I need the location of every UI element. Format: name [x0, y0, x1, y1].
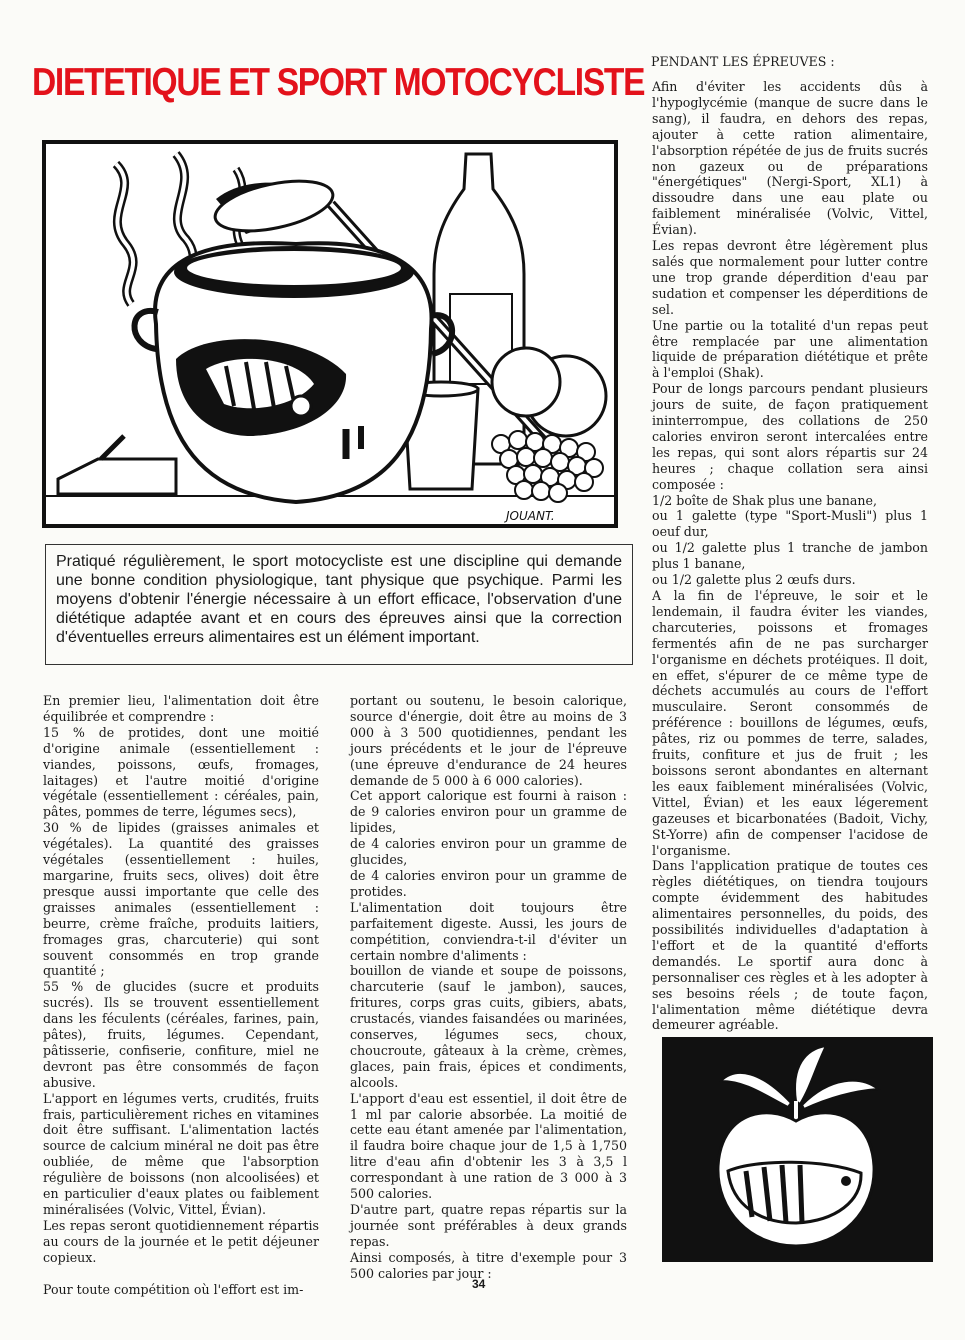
column-3 [652, 79, 928, 1033]
paragraph: D'autre part, quatre repas répartis sur la journée sont préférables à deux grands repas. [350, 1202, 627, 1249]
paragraph: portant ou soutenu, le besoin calorique, source d'énergie, doit être au moins de 3 000 à 3 500 quotidiennes, pendant les jours précédents et le jour de l'épreuve (une épreuve d'endurance de 24 heures demande de 5 000 à 6 000 calories). [350, 693, 627, 788]
paragraph: 55 % de glucides (sucre et produits sucrés). Ils se trouvent essentiellement dans les féculents (céréales, farines, pain, pâtes), fruits, légumes. Cependant, pâtisserie, confiserie, confiture, miel ne devront pas être consommés de façon abusive. [43, 979, 319, 1090]
paragraph: de 4 calories environ pour un gramme de glucides, [350, 836, 627, 868]
paragraph: En premier lieu, l'alimentation doit être équilibrée et comprendre : [43, 693, 319, 724]
helmet-cooking-pot-illustration [42, 140, 618, 528]
paragraph: bouillon de viande et soupe de poissons, charcuterie (sauf le jambon), sauces, fritures, corps gras cuits, gibiers, abats, crustacés, viandes faisandées ou marinées, conserves, légumes secs, choux, choucroute, gâteaux à la crème, crèmes, glaces, pain frais, épices et condiments, alcools. [350, 963, 627, 1090]
paragraph: Pour toute compétition où l'effort est im- [43, 1281, 304, 1297]
paragraph: 15 % de protides, dont une moitié d'origine animale (essentiellement : viandes, poissons, œufs, fromages, laitages) et l'autre moitié d'origine végétale (essentiellement : céréales, pain, pâtes, pommes de terre, légumes secs), [43, 724, 319, 820]
apple-helmet-illustration [662, 1037, 933, 1262]
intro-box: Pratiqué régulièrement, le sport motocycliste est une discipline qui demande une bonne condition physiologique, tant physique que psychique. Parmi les moyens d'obtenir l'énergie nécessaire à un effort efficace, l'observation d'une diététique adaptée avant et en cours des épreuves ainsi que la correction d'éventuelles erreurs alimentaires est un élément important. [45, 544, 633, 665]
paragraph: L'alimentation doit toujours être parfaitement digeste. Aussi, les jours de compétition, conviendra-t-il d'éviter un certain nombre d'aliments : [350, 899, 627, 963]
paragraph: Pour de longs parcours pendant plusieurs jours de suite, de façon pratiquement ininterrompue, des collations de 250 calories environ seront intercalées entre les repas, qui sont alors répartis sur 24 heures ; chaque collation sera ainsi composée : [652, 381, 928, 492]
paragraph: Une partie ou la totalité d'un repas peut être remplacée par une alimentation liquide de préparation diététique et prête à l'emploi (Shak). [652, 317, 928, 381]
paragraph: ou 1 galette (type "Sport-Musli") plus 1 oeuf dur, [652, 508, 928, 540]
paragraph: A la fin de l'épreuve, le soir et le lendemain, il faudra éviter les viandes, charcuteries, poissons et fromages fermentés afin de ne pas surcharger l'organisme en déchets protéiques. Il doit, en effet, s'épurer de ce même type de déchets accumulés au cours de l'effort musculaire. Seront consommés de préférence : bouillons de légumes, œufs, pâtes, riz ou pommes de terre, salades, fruits, confiture et jus de fruit ; les boissons seront abondantes en alternant les eaux faiblement minéralisées (Volvic, Vittel, Évian) et les eaux légerement gazeuses et bicarbonatées (Badoit, Vichy, St-Yorre) afin de compenser l'acidose de l'organisme. [652, 588, 928, 858]
paragraph: 1/2 boîte de Shak plus une banane, [652, 492, 877, 508]
section-heading: PENDANT LES ÉPREUVES : [651, 54, 835, 69]
column-1 [43, 693, 319, 1298]
paragraph: Afin d'éviter les accidents dûs à l'hypoglycémie (manque de sucre dans le sang), il faudra, en dehors des repas, ajouter à cette ration alimentaire, l'absorption répétée de jus de fruits sucrés non gazeux ou de préparations "énergétiques" (Nergi-Sport, XL1) à dissoudre dans une eau plate ou faiblement minéralisée (Volvic, Vittel, Évian). [652, 79, 928, 238]
page-number: 34 [472, 1277, 486, 1291]
article-title: DIETETIQUE ET SPORT MOTOCYCLISTE [32, 61, 645, 104]
paragraph: L'apport en légumes verts, crudités, fruits frais, particulièrement riches en vitamines doit être suffisant. L'alimentation lactés source de calcium minéral ne doit pas être oubliée, de même que l'absorption régulière de boissons (non alcoolisées) et en particulier d'eaux plates ou faiblement minéralisées (Volvic, Vittel, Évian). [43, 1090, 319, 1217]
paragraph: ou 1/2 galette plus 1 tranche de jambon plus 1 banane, [652, 540, 928, 572]
paragraph: Les repas devront être légèrement plus salés que normalement pour lutter contre une trop grande déperdition d'eau par sudation et compenser les déperditions de sel. [652, 238, 928, 317]
paragraph: L'apport d'eau est essentiel, il doit être de 1 ml par calorie absorbée. La moitié de cette eau étant amenée par l'alimentation, il faudra boire chaque jour de 1,5 à 1,750 litre d'eau afin d'obtenir les 3 à 3,5 l correspondant à une ration de 3 000 à 3 500 calories. [350, 1090, 627, 1202]
illustrator-signature: JOUANT. [506, 509, 555, 523]
column-2 [350, 693, 627, 1282]
paragraph: Ainsi composés, à titre d'exemple pour 3 500 calories par jour : [350, 1249, 627, 1281]
paragraph: 30 % de lipides (graisses animales et végétales). La quantité des graisses végétales (essentiellement : huiles, margarine, fruits secs, olives) doit être presque aussi importante que celle des graisses animales (essentiellement : beurre, crème fraîche, produits laitiers, fromages gras, charcuterie) qui sont souvent consommés en trop grande quantité ; [43, 820, 319, 979]
paragraph: Dans l'application pratique de toutes ces règles diététiques, on tiendra toujours compte évidemment des habitudes alimentaires personnelles, du poids, des possibilités individuelles d'adaptation à l'effort et de la quantité d'efforts demandés. Le sportif aura donc à personnaliser ces règles et à les adopter à ses besoins réels ; de toute façon, l'alimentation même diététique devra demeurer agréable. [652, 858, 928, 1033]
paragraph: de 4 calories environ pour un gramme de protides. [350, 867, 627, 899]
paragraph: Cet apport calorique est fourni à raison : de 9 calories environ pour un gramme de lipides, [350, 788, 627, 836]
paragraph: Les repas seront quotidiennement répartis au cours de la journée et le petit déjeuner copieux. [43, 1217, 319, 1265]
paragraph: ou 1/2 galette plus 2 œufs durs. [652, 572, 856, 588]
